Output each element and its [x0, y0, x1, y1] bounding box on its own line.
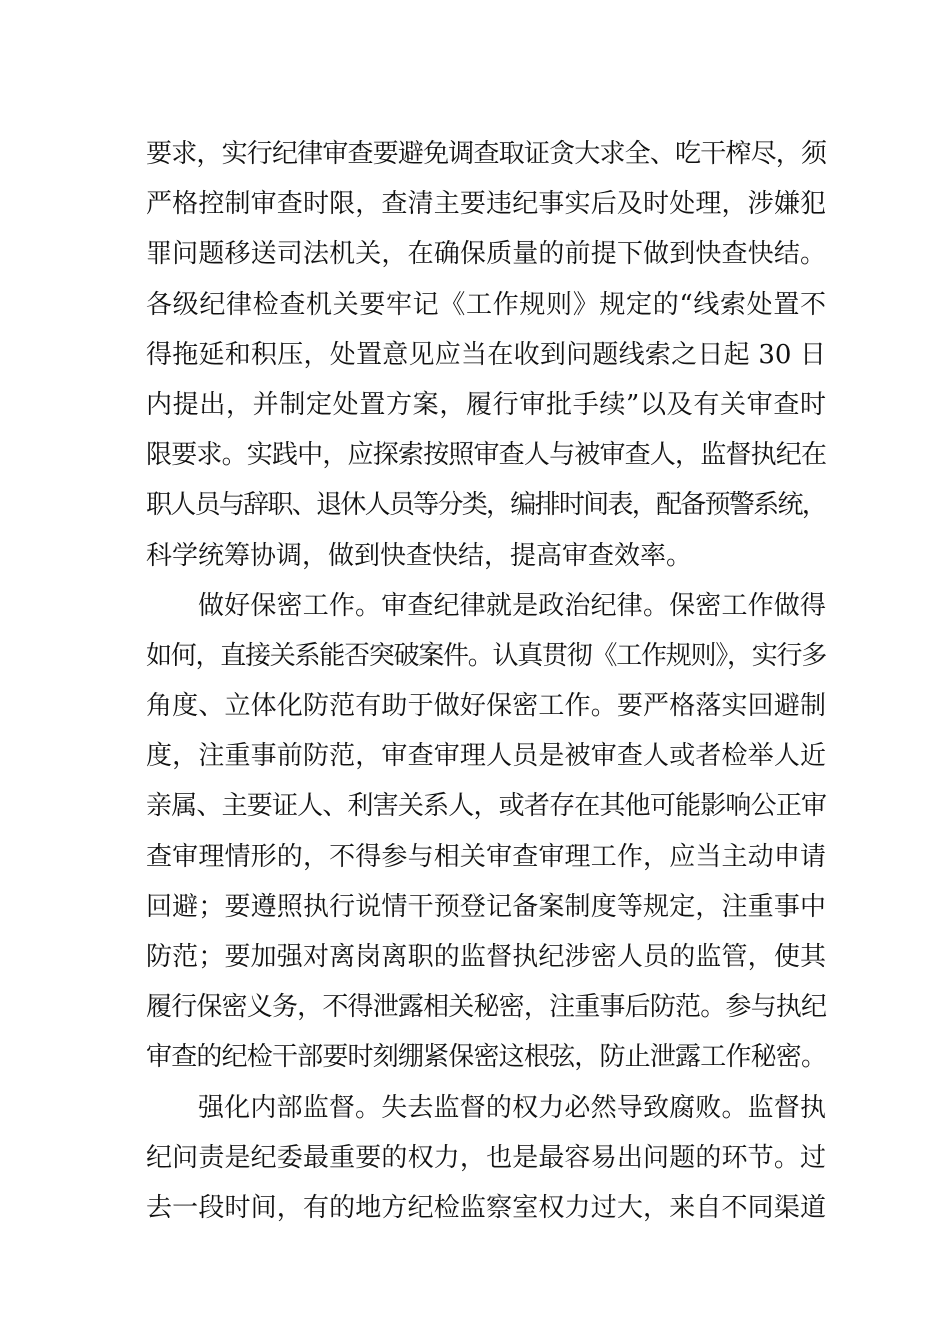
text-line: 回避；要遵照执行说情干预登记备案制度等规定，注重事中 [146, 891, 826, 922]
text-line: 防范；要加强对离岗离职的监督执纪涉密人员的监管，使其 [146, 942, 826, 972]
body-text [146, 129, 826, 1233]
text-line: 要求，实行纪律审查要避免调查取证贪大求全、吃干榨尽，须 [146, 139, 826, 169]
text-line: 做好保密工作。审查纪律就是政治纪律。保密工作做得 [198, 590, 826, 621]
text-line: 严格控制审查时限，查清主要违纪事实后及时处理，涉嫌犯 [146, 189, 826, 220]
text-line: 得拖延和积压，处置意见应当在收到问题线索之日起 30 日 [146, 339, 826, 370]
text-line: 如何，直接关系能否突破案件。认真贯彻《工作规则》，实行多 [146, 640, 827, 671]
text-line: 角度、立体化防范有助于做好保密工作。要严格落实回避制 [146, 691, 826, 722]
text-line: 各级纪律检查机关要牢记《工作规则》规定的“线索处置不 [146, 289, 826, 320]
text-line: 职人员与辞职、退休人员等分类，编排时间表，配备预警系统， [146, 490, 826, 521]
text-line: 度，注重事前防范，审查审理人员是被审查人或者检举人近 [146, 741, 826, 772]
text-line: 审查的纪检干部要时刻绷紧保密这根弦，防止泄露工作秘密。 [146, 1042, 826, 1073]
text-line: 内提出，并制定处置方案，履行审批手续”以及有关审查时 [146, 389, 826, 420]
text-line: 去一段时间，有的地方纪检监察室权力过大，来自不同渠道 [146, 1192, 826, 1223]
text-line: 罪问题移送司法机关，在确保质量的前提下做到快查快结。 [146, 239, 826, 270]
text-line: 限要求。实践中，应探索按照审查人与被审查人，监督执纪在 [146, 440, 826, 471]
text-line: 查审理情形的，不得参与相关审查审理工作，应当主动申请 [146, 841, 826, 872]
text-line: 纪问责是纪委最重要的权力，也是最容易出问题的环节。过 [146, 1142, 826, 1173]
text-line: 强化内部监督。失去监督的权力必然导致腐败。监督执 [198, 1092, 826, 1123]
text-line: 亲属、主要证人、利害关系人，或者存在其他可能影响公正审 [146, 791, 826, 822]
text-line: 履行保密义务，不得泄露相关秘密，注重事后防范。参与执纪 [146, 992, 826, 1023]
text-line: 科学统筹协调，做到快查快结，提高审查效率。 [146, 540, 693, 571]
